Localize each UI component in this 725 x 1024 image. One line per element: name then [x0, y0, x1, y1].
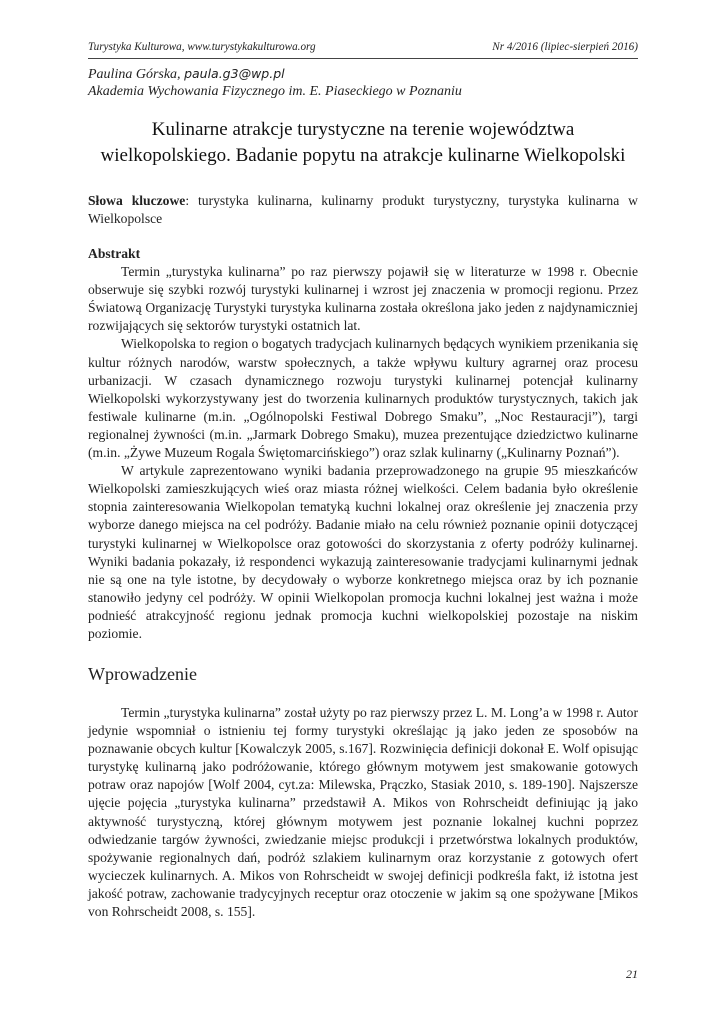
journal-header: Turystyka Kulturowa, www.turystykakulturowa.org [88, 41, 316, 53]
abstract-paragraph: Wielkopolska to region o bogatych tradycjach kulinarnych będących wynikiem przenikania się kultur różnych narodów, warstw społecznych, a także wpływu kultury agrarnej oraz procesu urbanizacji. W czasach dynamicznego rozwoju turystyki kulinarnej potencjał kulinarny Wielkopolski wykorzystywany jest do tworzenia kulinarnych produktów turystycznych, takich jak festiwale kulinarne (m.in. „Ogólnopolski Festiwal Dobrego Smaku”, „Noc Restauracji”), targi regionalnej żywności (m.in. „Jarmark Dobrego Smaku), muzea prezentujące dziedzictwo kulinarne (m.in. „Żywe Muzeum Rogala Świętomarcińskiego”) oraz szlak kulinarny („Kulinarny Poznań”). [88, 336, 638, 461]
header-divider [88, 58, 638, 59]
article-title: Kulinarne atrakcje turystyczne na terenie województwa wielkopolskiego. Badanie popytu na atrakcje kulinarne Wielkopolski [100, 119, 626, 166]
keywords-block [88, 192, 638, 228]
author-email: paula.g3@wp.pl [184, 66, 285, 81]
introduction-paragraph: Termin „turystyka kulinarna” został użyty po raz pierwszy przez L. M. Long’a w 1998 r. Autor jedynie wspomniał o istnieniu tej formy turystyki określając ją jako jeden ze sposobów na poznawanie obcych kultur [Kowalczyk 2005, s.167]. Rozwinięcia definicji dokonał E. Wolf opisując turystykę kulinarną jako podróżowanie, którego głównym motywem jest smakowanie gotowych potraw oraz napojów [Wolf 2004, cyt.za: Milewska, Prączko, Stasiak 2010, s. 189-190]. Najszersze ujęcie pojęcia „turystyka kulinarna” przedstawił A. Mikos von Rohrscheidt definiując ją jako aktywność turystyczną, której głównym motywem jest poznanie lokalnej kuchni poprzez odwiedzanie targów żywności, zwiedzanie miejsc produkcji i przetwórstwa lokalnych produktów, spożywanie regionalnych dań, podróż szlakiem kulinarnym oraz korzystanie z gotowych ofert wycieczek kulinarnych. A. Mikos von Rohrscheidt w swojej definicji podkreśla fakt, iż istotna jest jakość potraw, zachowanie tradycyjnych receptur oraz otoczenie w jakim są one spożywane [Mikos von Rohrscheidt 2008, s. 155]. [88, 705, 638, 920]
author-affiliation: Akademia Wychowania Fizycznego im. E. Piaseckiego w Poznaniu [88, 84, 462, 99]
abstract-paragraph: Termin „turystyka kulinarna” po raz pierwszy pojawił się w literaturze w 1998 r. Obecnie obserwuje się szybki rozwój turystyki kulinarnej i wzrost jej znaczenia w promocji regionu. Przez Światową Organizację Turystyki turystyka kulinarna została określona jako jeden z najdynamiczniej rozwijających się sektorów turystyki ostatnich lat. [88, 264, 638, 334]
keywords-text: : turystyka kulinarna, kulinarny produkt turystyczny, turystyka kulinarna w Wielkopolsce [88, 193, 639, 227]
author-name: Paulina Górska, [88, 67, 181, 82]
keywords-label: Słowa kluczowe [88, 193, 186, 208]
abstract-paragraph: W artykule zaprezentowano wyniki badania przeprowadzonego na grupie 95 mieszkańców Wielkopolski zamieszkujących wieś oraz miasta różnej wielkości. Celem badania było określenie stopnia zainteresowania Wielkopolan tematyką kuchni lokalnej oraz określenie jej znaczenia przy wyborze danego miejsca na cel podróży. Badanie miało na celu również poznanie opinii dotyczącej turystyki kulinarnej w Wielkopolsce oraz gotowości do skorzystania z oferty podróży kulinarnej. Wyniki badania pokazały, iż respondenci wykazują zainteresowanie tradycjami kulinarnymi jednak nie są one na tyle istotne, by decydowały o wyborze konkretnego miejsca oraz by ich poznanie stanowiło jedyny cel podróży. W opinii Wielkopolan promocja kuchni lokalnej jest ważna i może podnieść atrakcyjność regionu jednak promocja kuchni wielkopolskiej pozostaje na niskim poziomie. [88, 463, 638, 641]
page-number: 21 [626, 967, 638, 981]
author-line [88, 65, 285, 84]
abstract-block [88, 245, 638, 643]
issue-header: Nr 4/2016 (lipiec-sierpień 2016) [492, 41, 638, 53]
introduction-block [88, 704, 638, 921]
section-heading: Wprowadzenie [88, 664, 197, 684]
abstract-heading: Abstrakt [88, 246, 141, 261]
